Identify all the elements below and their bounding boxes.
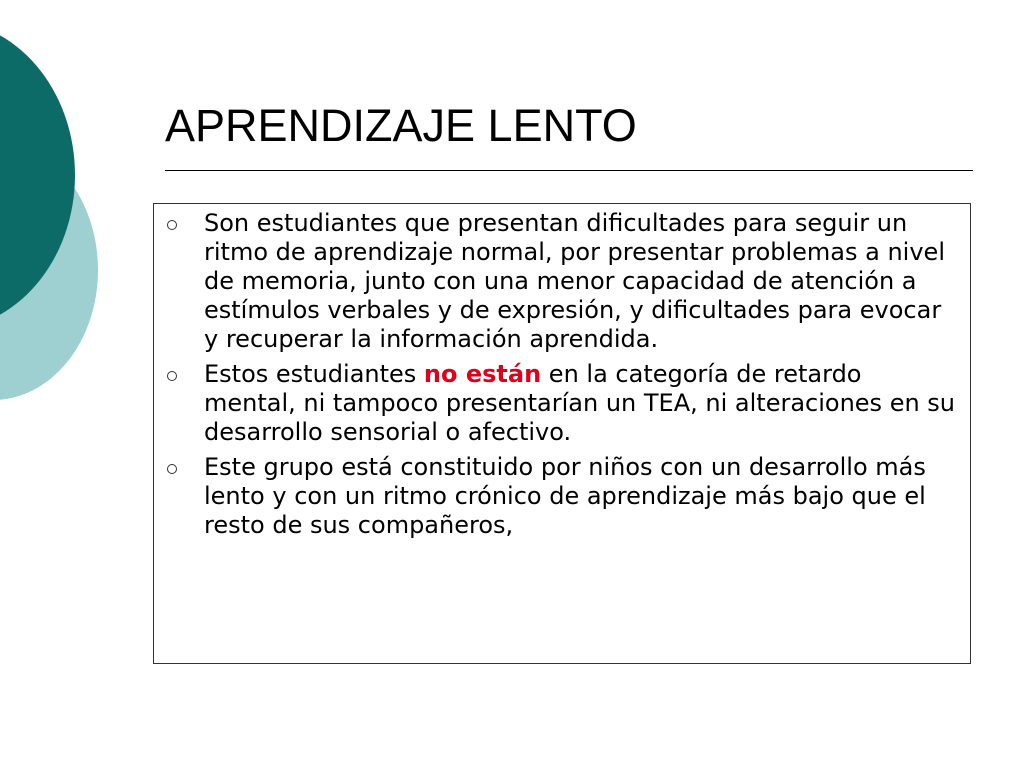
hollow-circle-bullet-icon [167,220,177,230]
title-underline [165,170,973,171]
content-box [153,203,971,664]
hollow-circle-bullet-icon [167,464,177,474]
bullet-item-2 [154,360,970,447]
bullet-text: Son estudiantes que presentan dificultades para seguir un ritmo de aprendizaje normal, por presentar problemas a nivel de memoria, junto con una menor capacidad de atención a estímulos verbales y de expresión, y dificultades para evocar y recuperar la información aprendida. [204,209,945,353]
bullet-text: Este grupo está constituido por niños con un desarrollo más lento y con un ritmo crónico de aprendizaje más bajo que el resto de sus compañeros, [204,453,926,539]
bullet-item-3 [154,453,970,540]
bullet-item-1 [154,209,970,354]
bullet-list [154,204,970,540]
hollow-circle-bullet-icon [167,371,177,381]
emphasis-text: no están [423,360,542,388]
bullet-text-after: en la categoría de retardo mental, ni tampoco presentarían un TEA, ni alteraciones en su desarrollo sensorial o afectivo. [204,360,956,446]
slide-title: APRENDIZAJE LENTO [165,100,637,151]
bullet-text-before: Estos estudiantes [204,360,424,388]
